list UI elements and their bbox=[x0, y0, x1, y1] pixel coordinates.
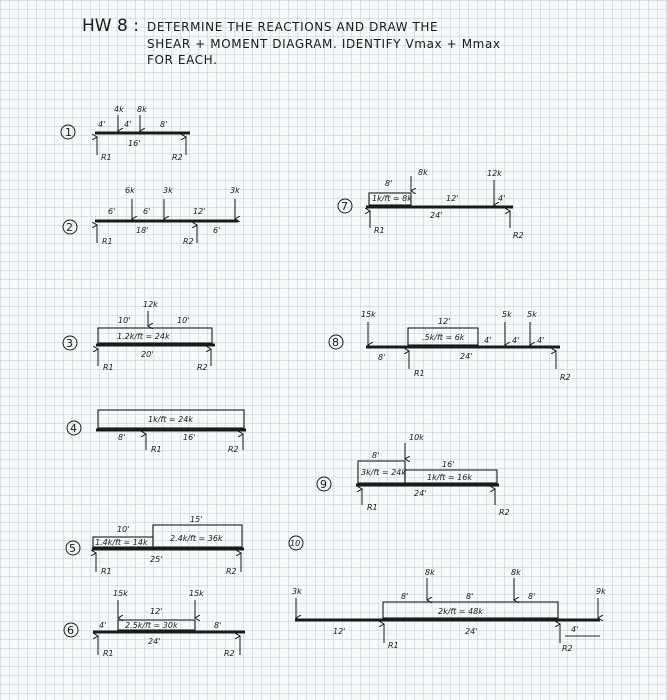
load-label: 12k bbox=[143, 300, 158, 309]
dim-label: 8' bbox=[385, 179, 393, 188]
dim-label: 12' bbox=[446, 194, 459, 203]
reaction-label: R2 bbox=[172, 153, 183, 162]
dim-label: 4' bbox=[512, 336, 520, 345]
problem-9 bbox=[317, 433, 510, 517]
dim-label: 8' bbox=[118, 433, 126, 442]
problem-4 bbox=[67, 410, 246, 454]
load-label: 3k bbox=[292, 587, 302, 596]
header-line3: FOR EACH. bbox=[147, 53, 218, 67]
dim-label: 24' bbox=[430, 211, 443, 220]
load-label: 12k bbox=[487, 169, 502, 178]
reaction-label: R2 bbox=[513, 231, 524, 240]
dist-load-label: 3k/ft = 24k bbox=[361, 468, 406, 477]
reaction-label: R1 bbox=[102, 237, 113, 246]
dim-label: 6' bbox=[213, 226, 221, 235]
dim-label: 12' bbox=[193, 207, 206, 216]
reaction-label: R1 bbox=[414, 369, 425, 378]
reaction-label: R2 bbox=[499, 508, 510, 517]
problem-1 bbox=[61, 105, 190, 162]
load-label: 8k bbox=[137, 105, 147, 114]
dim-label: 24' bbox=[460, 352, 473, 361]
reaction-label: R1 bbox=[103, 363, 114, 372]
problem-3 bbox=[63, 300, 215, 372]
reaction-label: R1 bbox=[151, 445, 162, 454]
dist-load-label: 1k/ft = 16k bbox=[427, 473, 472, 482]
dist-load-label: .5k/ft = 6k bbox=[422, 333, 465, 342]
reaction-label: R1 bbox=[367, 503, 378, 512]
load-label: 15k bbox=[361, 310, 376, 319]
reaction-label: R1 bbox=[103, 649, 114, 658]
dim-label: 16' bbox=[183, 433, 196, 442]
problem-2 bbox=[63, 186, 240, 246]
problem-number: 10 bbox=[290, 539, 301, 548]
dim-label: 24' bbox=[414, 489, 427, 498]
dim-label: 15' bbox=[190, 515, 203, 524]
dim-label: 4' bbox=[498, 194, 506, 203]
problem-5 bbox=[66, 515, 244, 576]
problem-number: 7 bbox=[341, 200, 348, 213]
dist-load-label: 2.5k/ft = 30k bbox=[125, 621, 178, 630]
dist-load-label: 1k/ft = 8k bbox=[372, 194, 412, 203]
reaction-label: R1 bbox=[374, 226, 385, 235]
dim-label: 6' bbox=[143, 207, 151, 216]
problem-7 bbox=[338, 168, 524, 240]
dim-label: 10' bbox=[177, 316, 190, 325]
dist-load-label: 1.4k/ft = 14k bbox=[95, 538, 148, 547]
header-line1: DETERMINE THE REACTIONS AND DRAW THE bbox=[147, 20, 439, 34]
dim-label: 8' bbox=[378, 353, 386, 362]
reaction-label: R2 bbox=[197, 363, 208, 372]
load-label: 6k bbox=[125, 186, 135, 195]
load-label: 8k bbox=[425, 568, 435, 577]
dist-load-label: 1.2k/ft = 24k bbox=[117, 332, 170, 341]
dim-label: 16' bbox=[128, 139, 141, 148]
load-label: 8k bbox=[511, 568, 521, 577]
load-label: 3k bbox=[163, 186, 173, 195]
load-label: 5k bbox=[502, 310, 512, 319]
dim-label: 16' bbox=[442, 460, 455, 469]
problem-8 bbox=[329, 310, 571, 382]
header-hw: HW 8 : bbox=[82, 16, 139, 36]
reaction-label: R1 bbox=[101, 567, 112, 576]
load-label: 8k bbox=[418, 168, 428, 177]
problem-6 bbox=[64, 589, 245, 658]
load-label: 15k bbox=[113, 589, 128, 598]
dim-label: 12' bbox=[333, 627, 346, 636]
dim-label: 8' bbox=[401, 592, 409, 601]
dim-label: 4' bbox=[537, 336, 545, 345]
dim-label: 24' bbox=[148, 637, 161, 646]
reaction-label: R2 bbox=[224, 649, 235, 658]
problem-number: 8 bbox=[332, 336, 339, 349]
dim-label: 8' bbox=[214, 621, 222, 630]
dim-label: 4' bbox=[98, 120, 106, 129]
dim-label: 4' bbox=[571, 625, 579, 634]
dim-label: 10' bbox=[117, 525, 130, 534]
problem-number: 4 bbox=[70, 422, 77, 435]
dim-label: 4' bbox=[484, 336, 492, 345]
dist-load-label: 2.4k/ft = 36k bbox=[170, 534, 223, 543]
dim-label: 6' bbox=[108, 207, 116, 216]
problem-number: 2 bbox=[66, 221, 73, 234]
load-label: 3k bbox=[230, 186, 240, 195]
problem-number: 5 bbox=[69, 542, 76, 555]
problem-number: 9 bbox=[320, 478, 327, 491]
dim-label: 8' bbox=[160, 120, 168, 129]
reaction-label: R2 bbox=[226, 567, 237, 576]
header bbox=[82, 16, 501, 67]
dim-label: 18' bbox=[136, 226, 149, 235]
reaction-label: R2 bbox=[560, 373, 571, 382]
dist-load-label: 2k/ft = 48k bbox=[438, 607, 483, 616]
problem-number: 1 bbox=[65, 126, 72, 139]
reaction-label: R2 bbox=[183, 237, 194, 246]
dim-label: 10' bbox=[118, 316, 131, 325]
reaction-label: R2 bbox=[228, 445, 239, 454]
dim-label: 8' bbox=[528, 592, 536, 601]
dim-label: 8' bbox=[466, 592, 474, 601]
load-label: 9k bbox=[596, 587, 606, 596]
header-line2: SHEAR + MOMENT DIAGRAM. IDENTIFY Vmax + Mmax bbox=[147, 37, 501, 51]
dim-label: 4' bbox=[124, 120, 132, 129]
dim-label: 24' bbox=[465, 627, 478, 636]
reaction-label: R1 bbox=[388, 641, 399, 650]
problem-number: 6 bbox=[67, 624, 74, 637]
dim-label: 4' bbox=[99, 621, 107, 630]
problem-10 bbox=[289, 536, 606, 653]
reaction-label: R1 bbox=[101, 153, 112, 162]
load-label: 4k bbox=[114, 105, 124, 114]
dim-label: 8' bbox=[372, 451, 380, 460]
reaction-label: R2 bbox=[562, 644, 573, 653]
load-label: 10k bbox=[409, 433, 424, 442]
dim-label: 25' bbox=[150, 555, 163, 564]
load-label: 15k bbox=[189, 589, 204, 598]
dim-label: 12' bbox=[150, 607, 163, 616]
dim-label: 20' bbox=[141, 350, 154, 359]
problem-number: 3 bbox=[66, 337, 73, 350]
dist-load-label: 1k/ft = 24k bbox=[148, 415, 193, 424]
load-label: 5k bbox=[527, 310, 537, 319]
dim-label: 12' bbox=[438, 317, 451, 326]
